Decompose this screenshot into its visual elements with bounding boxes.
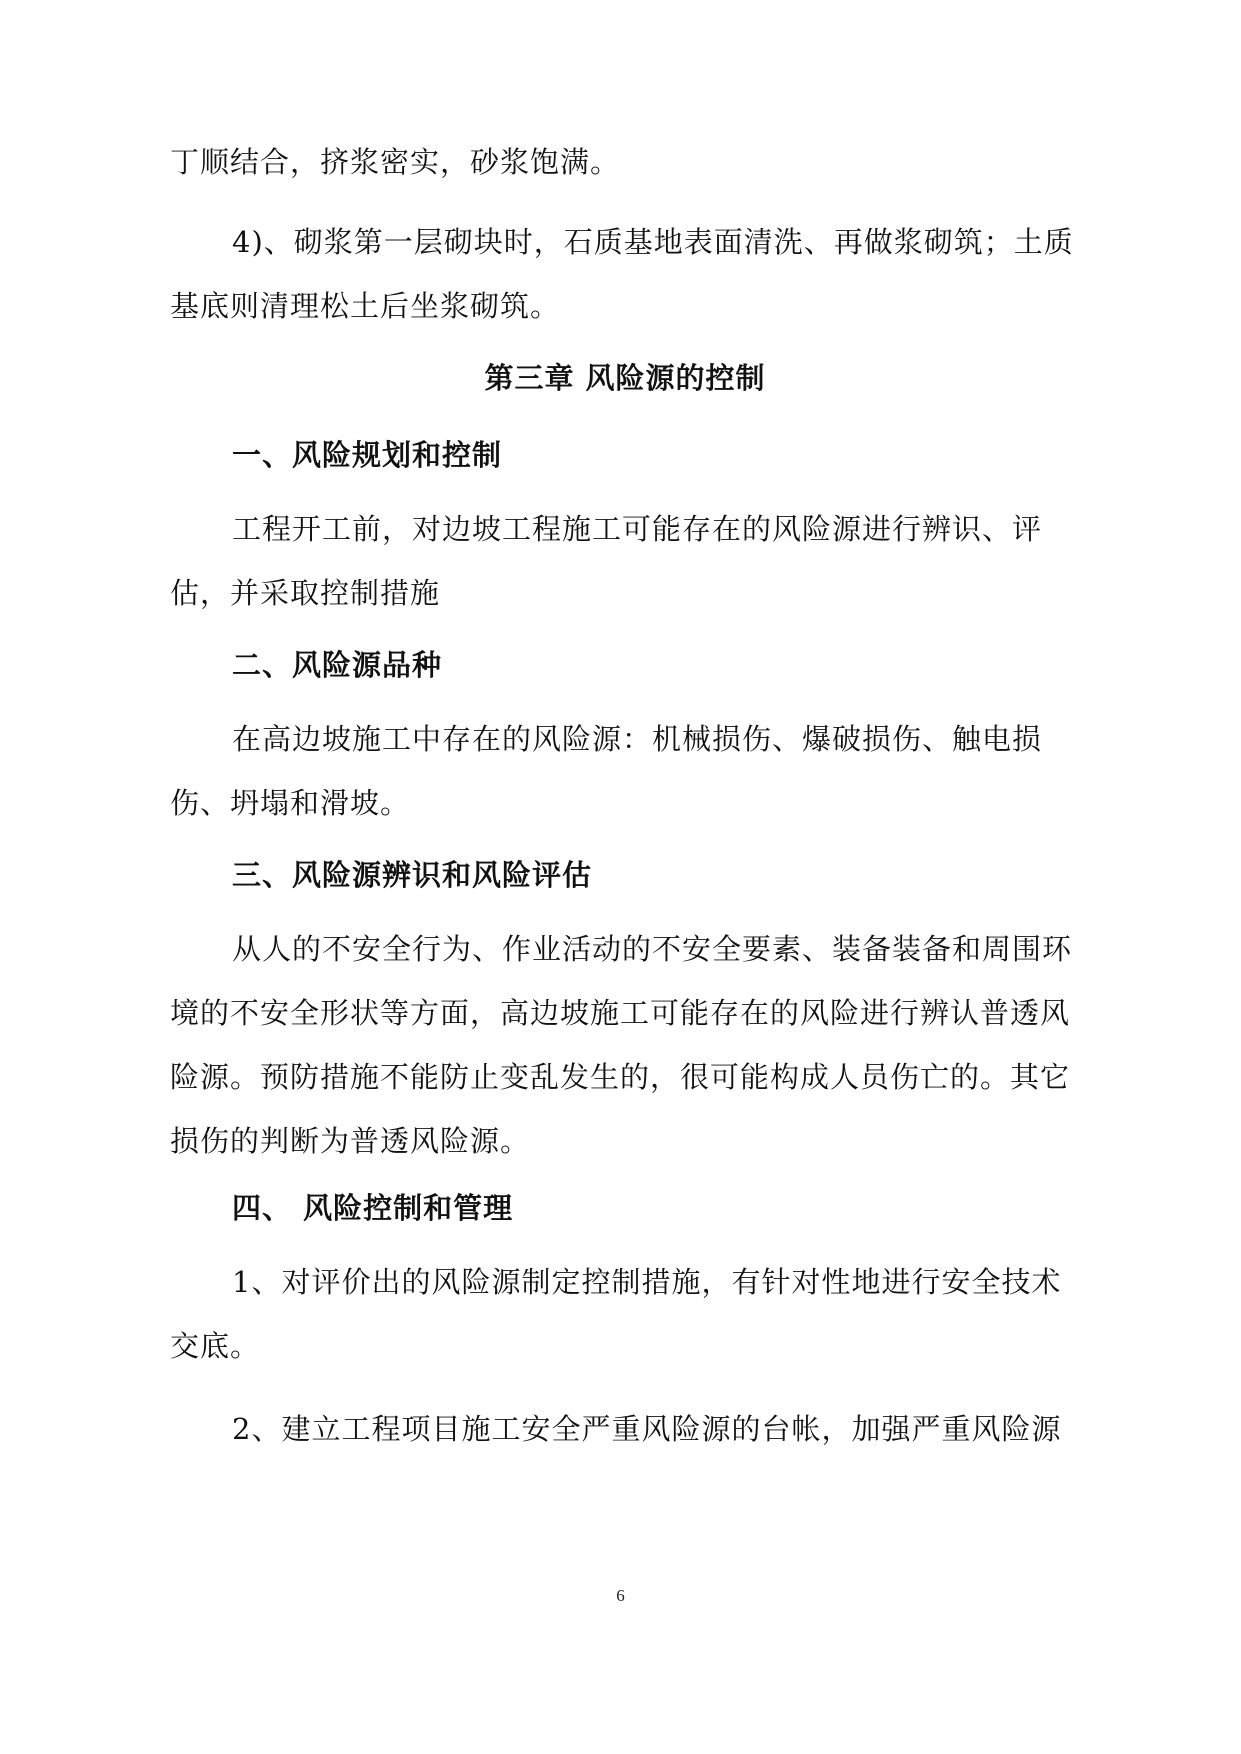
paragraph-continuation: 丁顺结合，挤浆密实，砂浆饱满。 bbox=[170, 145, 621, 179]
section-3-text: 从人的不安全行为、作业活动的不安全要素、装备装备和周围环境的不安全形状等方面，高边坡施工可能存在的风险进行辨认普透风险源。预防措施不能防止变乱发生的，很可能构成人员伤亡的。其它损伤的判断为普透风险源。 bbox=[170, 932, 1073, 1158]
paragraph-mortar-base: 4)、砌浆第一层砌块时，石质基地表面清洗、再做浆砌筑；土质基底则清理松土后坐浆砌筑。 bbox=[170, 225, 1074, 323]
section-2-text: 在高边坡施工中存在的风险源：机械损伤、爆破损伤、触电损伤、坍塌和滑坡。 bbox=[170, 722, 1043, 820]
section-4-item-1: 1、对评价出的风险源制定控制措施，有针对性地进行安全技术交底。 bbox=[170, 1265, 1062, 1363]
section-2-heading: 二、风险源品种 bbox=[232, 648, 443, 682]
page-number: 6 bbox=[616, 1586, 625, 1605]
chapter-title: 第三章 风险源的控制 bbox=[484, 361, 766, 395]
section-1-heading: 一、风险规划和控制 bbox=[232, 438, 503, 472]
section-3-heading: 三、风险源辨识和风险评估 bbox=[232, 858, 593, 892]
section-4-item-2: 2、建立工程项目施工安全严重风险源的台帐，加强严重风险源 bbox=[232, 1412, 1062, 1446]
section-4-heading: 四、 风险控制和管理 bbox=[232, 1191, 514, 1225]
section-1-text: 工程开工前，对边坡工程施工可能存在的风险源进行辨识、评估，并采取控制措施 bbox=[170, 512, 1043, 610]
